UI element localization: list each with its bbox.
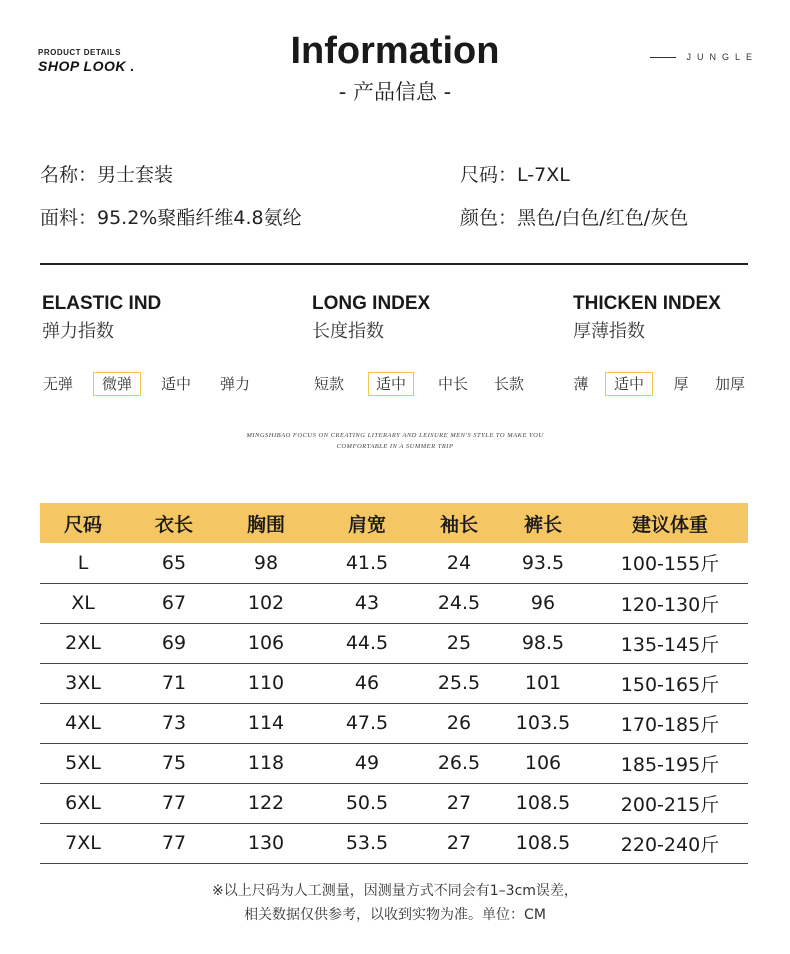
thicken-option-selected: 适中	[605, 372, 653, 396]
elastic-option: 适中	[160, 375, 191, 393]
table-cell: 27	[424, 823, 494, 863]
info-size: 尺码：L-7XL	[460, 164, 570, 186]
table-cell: 118	[222, 743, 310, 783]
note-line-2: 相关数据仅供参考，以收到实物为准。单位：CM	[244, 907, 546, 923]
table-cell: 71	[126, 663, 222, 703]
table-cell: 4XL	[40, 703, 126, 743]
thicken-option: 厚	[673, 375, 689, 393]
info-name: 名称：男士套装	[40, 164, 174, 186]
table-cell: 41.5	[310, 543, 424, 583]
info-fabric: 面料：95.2%聚酯纤维4.8氨纶	[40, 207, 302, 229]
table-header-cell: 裤长	[494, 503, 592, 543]
table-cell: 102	[222, 583, 310, 623]
table-cell: 98.5	[494, 623, 592, 663]
long-index-subtitle: 长度指数	[312, 321, 384, 342]
table-cell: 122	[222, 783, 310, 823]
table-cell: 49	[310, 743, 424, 783]
elastic-option-selected: 微弹	[93, 372, 141, 396]
table-cell: 3XL	[40, 663, 126, 703]
table-cell: 27	[424, 783, 494, 823]
long-option: 短款	[313, 375, 344, 393]
table-cell: 77	[126, 823, 222, 863]
thicken-option: 加厚	[714, 375, 745, 393]
table-cell: 220-240斤	[592, 823, 748, 863]
table-cell: 120-130斤	[592, 583, 748, 623]
table-cell: 5XL	[40, 743, 126, 783]
table-cell: 7XL	[40, 823, 126, 863]
table-cell: 24.5	[424, 583, 494, 623]
table-row	[40, 623, 748, 663]
jungle-text: JUNGLE	[686, 52, 758, 62]
table-cell: 108.5	[494, 823, 592, 863]
table-cell: 65	[126, 543, 222, 583]
note-line-1: ※以上尺码为人工测量，因测量方式不同会有1–3cm误差，	[212, 883, 578, 899]
table-cell: 69	[126, 623, 222, 663]
size-table	[40, 503, 748, 864]
table-row	[40, 583, 748, 623]
table-header-cell: 胸围	[222, 503, 310, 543]
table-cell: 106	[494, 743, 592, 783]
thicken-option: 薄	[573, 375, 589, 393]
table-cell: 67	[126, 583, 222, 623]
brand-big-text: SHOP LOOK .	[38, 58, 135, 74]
table-cell: 185-195斤	[592, 743, 748, 783]
table-cell: 150-165斤	[592, 663, 748, 703]
tagline	[0, 430, 790, 452]
table-header-cell: 建议体重	[592, 503, 748, 543]
table-cell: 26	[424, 703, 494, 743]
table-cell: 96	[494, 583, 592, 623]
info-color: 颜色：黑色/白色/红色/灰色	[460, 207, 689, 229]
elastic-option: 弹力	[219, 375, 250, 393]
page-subtitle: - 产品信息 -	[338, 80, 452, 104]
table-row	[40, 703, 748, 743]
table-cell: 103.5	[494, 703, 592, 743]
table-cell: 47.5	[310, 703, 424, 743]
table-row	[40, 743, 748, 783]
table-cell: XL	[40, 583, 126, 623]
table-cell: 25	[424, 623, 494, 663]
table-cell: 73	[126, 703, 222, 743]
table-cell: 114	[222, 703, 310, 743]
table-header-cell: 衣长	[126, 503, 222, 543]
jungle-line	[650, 57, 676, 58]
long-index-title: LONG INDEX	[312, 293, 431, 314]
table-cell: 43	[310, 583, 424, 623]
table-cell: 135-145斤	[592, 623, 748, 663]
table-cell: 44.5	[310, 623, 424, 663]
table-cell: 46	[310, 663, 424, 703]
table-cell: 101	[494, 663, 592, 703]
table-cell: L	[40, 543, 126, 583]
table-header-row	[40, 503, 748, 543]
thicken-index-title: THICKEN INDEX	[573, 293, 721, 314]
tagline-line-1: MINGSHIBAO FOCUS ON CREATING LITERARY AND LEISURE MEN'S STYLE TO MAKE YOU	[246, 432, 544, 439]
elastic-index-title: ELASTIC IND	[42, 293, 162, 314]
table-cell: 100-155斤	[592, 543, 748, 583]
elastic-option: 无弹	[42, 375, 73, 393]
table-cell: 77	[126, 783, 222, 823]
table-header-cell: 袖长	[424, 503, 494, 543]
table-row	[40, 823, 748, 863]
table-cell: 170-185斤	[592, 703, 748, 743]
table-cell: 93.5	[494, 543, 592, 583]
long-option: 中长	[437, 375, 468, 393]
elastic-index-subtitle: 弹力指数	[42, 321, 114, 342]
table-cell: 110	[222, 663, 310, 703]
table-cell: 200-215斤	[592, 783, 748, 823]
divider	[40, 263, 748, 265]
table-row	[40, 543, 748, 583]
table-cell: 24	[424, 543, 494, 583]
table-cell: 2XL	[40, 623, 126, 663]
tagline-line-2: COMFORTABLE IN A SUMMER TRIP	[336, 443, 454, 450]
table-cell: 75	[126, 743, 222, 783]
thicken-index-subtitle: 厚薄指数	[573, 321, 645, 342]
table-cell: 130	[222, 823, 310, 863]
table-row	[40, 663, 748, 703]
table-cell: 106	[222, 623, 310, 663]
table-cell: 108.5	[494, 783, 592, 823]
table-row	[40, 783, 748, 823]
table-cell: 50.5	[310, 783, 424, 823]
table-cell: 53.5	[310, 823, 424, 863]
table-cell: 26.5	[424, 743, 494, 783]
table-cell: 25.5	[424, 663, 494, 703]
table-cell: 98	[222, 543, 310, 583]
table-header-cell: 尺码	[40, 503, 126, 543]
jungle-mark	[650, 52, 758, 62]
table-header-cell: 肩宽	[310, 503, 424, 543]
table-cell: 6XL	[40, 783, 126, 823]
brand-small-text: PRODUCT DETAILS	[38, 48, 121, 57]
long-option: 长款	[493, 375, 524, 393]
page-title: Information	[290, 30, 500, 72]
long-option-selected: 适中	[368, 372, 414, 396]
